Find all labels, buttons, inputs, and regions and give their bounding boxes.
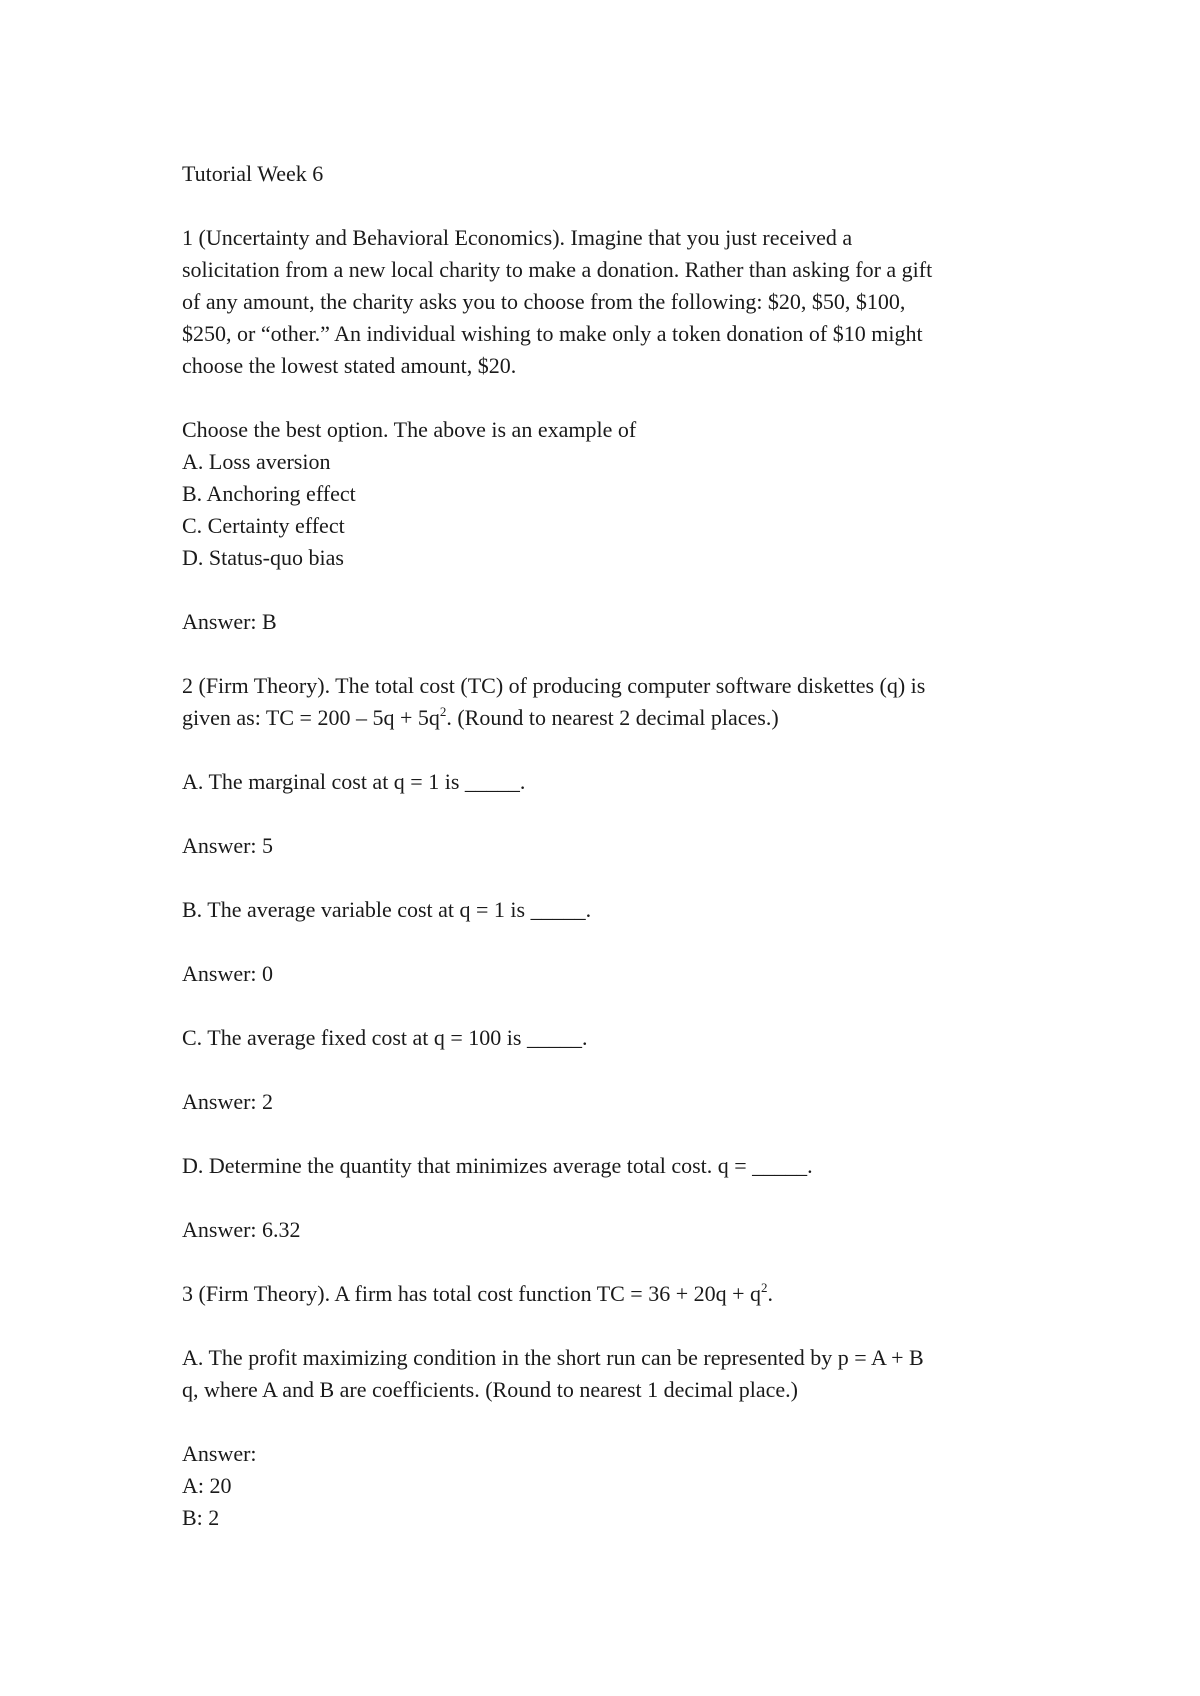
q3-part-a-line-2: q, where A and B are coefficients. (Round to nearest 1 decimal place.) bbox=[182, 1377, 798, 1402]
question-1 bbox=[182, 222, 1032, 670]
q2-line-2 bbox=[182, 702, 1032, 734]
spacer bbox=[182, 574, 1032, 606]
q2-line-2-post: . (Round to nearest 2 decimal places.) bbox=[446, 705, 779, 730]
q1-paragraph-line-1: 1 (Uncertainty and Behavioral Economics). Imagine that you just received a bbox=[182, 225, 853, 250]
document-body bbox=[182, 158, 1032, 1534]
q3-answer-b: B: 2 bbox=[182, 1505, 220, 1530]
spacer bbox=[182, 1182, 1032, 1214]
document-title: Tutorial Week 6 bbox=[182, 161, 324, 186]
spacer bbox=[182, 926, 1032, 958]
q1-option-a: A. Loss aversion bbox=[182, 449, 331, 474]
q2-answer-b: Answer: 0 bbox=[182, 961, 274, 986]
spacer bbox=[182, 638, 1032, 670]
q2-answer-a: Answer: 5 bbox=[182, 833, 274, 858]
q1-option-b: B. Anchoring effect bbox=[182, 481, 356, 506]
spacer bbox=[182, 1118, 1032, 1150]
spacer bbox=[182, 1310, 1032, 1342]
spacer bbox=[182, 190, 1032, 222]
spacer bbox=[182, 734, 1032, 766]
q1-paragraph-line-3: of any amount, the charity asks you to choose from the following: $20, $50, $100, bbox=[182, 289, 906, 314]
spacer bbox=[182, 1406, 1032, 1438]
q3-exponent: 2 bbox=[761, 1280, 768, 1295]
q2-answer-d: Answer: 6.32 bbox=[182, 1217, 301, 1242]
q3-part-a-line-1: A. The profit maximizing condition in the short run can be represented by p = A + B bbox=[182, 1345, 924, 1370]
spacer bbox=[182, 1054, 1032, 1086]
q2-part-b: B. The average variable cost at q = 1 is _____. bbox=[182, 897, 592, 922]
spacer bbox=[182, 1246, 1032, 1278]
q2-line-2-pre: given as: TC = 200 – 5q + 5q bbox=[182, 705, 440, 730]
q2-line-1: 2 (Firm Theory). The total cost (TC) of producing computer software diskettes (q) is bbox=[182, 673, 926, 698]
q2-part-d: D. Determine the quantity that minimizes average total cost. q = _____. bbox=[182, 1153, 813, 1178]
q1-paragraph-line-2: solicitation from a new local charity to make a donation. Rather than asking for a gift bbox=[182, 257, 933, 282]
q3-answer-a: A: 20 bbox=[182, 1473, 232, 1498]
q2-part-a: A. The marginal cost at q = 1 is _____. bbox=[182, 769, 526, 794]
q3-line-1 bbox=[182, 1278, 1032, 1310]
spacer bbox=[182, 990, 1032, 1022]
q1-option-d: D. Status-quo bias bbox=[182, 545, 344, 570]
q1-paragraph-line-5: choose the lowest stated amount, $20. bbox=[182, 353, 517, 378]
spacer bbox=[182, 798, 1032, 830]
q3-line-1-post: . bbox=[767, 1281, 774, 1306]
q1-paragraph-line-4: $250, or “other.” An individual wishing to make only a token donation of $10 might bbox=[182, 321, 923, 346]
spacer bbox=[182, 862, 1032, 894]
q3-answer-label: Answer: bbox=[182, 1441, 257, 1466]
spacer bbox=[182, 382, 1032, 414]
q2-answer-c: Answer: 2 bbox=[182, 1089, 274, 1114]
q1-prompt: Choose the best option. The above is an example of bbox=[182, 417, 637, 442]
q2-exponent: 2 bbox=[439, 704, 447, 719]
question-2 bbox=[182, 670, 1032, 1278]
question-3 bbox=[182, 1278, 1032, 1534]
q2-part-c: C. The average fixed cost at q = 100 is _____. bbox=[182, 1025, 588, 1050]
q1-answer: Answer: B bbox=[182, 609, 277, 634]
q1-option-c: C. Certainty effect bbox=[182, 513, 345, 538]
q3-line-1-pre: 3 (Firm Theory). A firm has total cost function TC = 36 + 20q + q bbox=[182, 1281, 762, 1306]
